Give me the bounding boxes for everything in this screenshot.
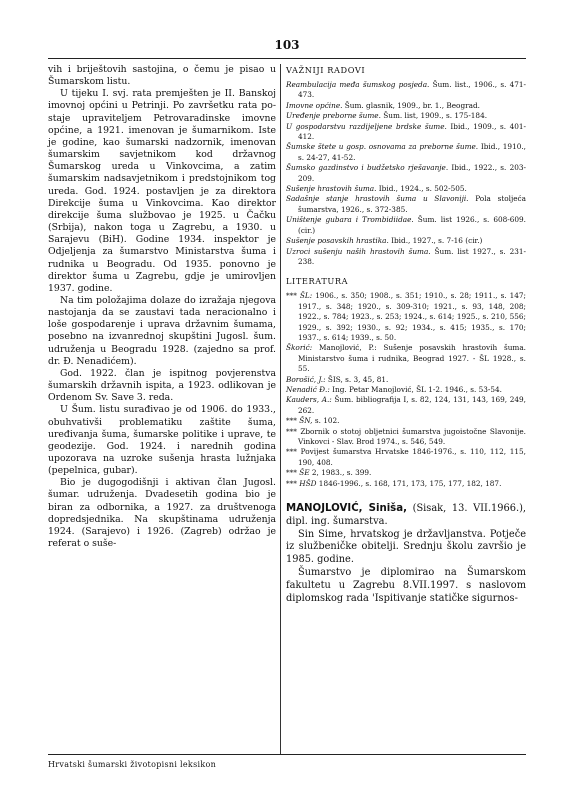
body-paragraph: U Šum. listu surađivao je od 1906. do 1933., obuhvativši problematiku zaštite šuma, uređivanja šuma, šumarske politike i uprave, te geodezije. God. 1924. i narednih godina upozorava na uzroke sušenja hrasta lužnjaka (pepelnica, gubar). [48,404,276,477]
literature-details: Manojlović, P.: Sušenje posavskih hrastovih šuma. Ministarstvo šuma i rudnika, Beograd 1927. - ŠL 1928., s. 55. [298,343,526,374]
literature-details: Ing. Petar Manojlović, ŠL 1-2. 1946., s. 53-54. [329,384,502,394]
reference-title: U gospodarstvu razdijeljene brdske šume. [286,121,447,131]
literature-item [286,447,526,468]
literature-source: *** [286,447,297,457]
reference-title: Sadašnje stanje hrastovih šuma u Slavoniji. [286,194,469,204]
literature-details: ŠIS, s. 3, 45, 81. [325,374,389,384]
reference-title: Reambulacija međa šumskog posjeda. [286,80,430,89]
entry-paragraph: Sin Sime, hrvatskog je državljanstva. Potječe iz službeničke obitelji. Srednju školu završio je 1985. godine. [286,528,526,566]
reference-item [286,111,526,121]
body-paragraph: Bio je dugogodišnji i aktivan član Jugosl. šumar. udruženja. Dvadesetih godina bio je biran za odbornika, a 1927. za društvenoga dopredsjednika. Na skupštinama udruženja 1924. (Sarajevo) i 1926. (Zagreb) održao je referat o suše- [48,477,276,550]
literature-item [286,468,526,478]
reference-title: Uzroci sušenju naših hrastovih šuma. [286,246,431,256]
reference-details: Ibid., 1927., s. 7-16 (cir.) [388,236,483,246]
reference-details: Šum. list 1927., s. 231-238. [298,246,526,266]
literature-item [286,385,526,395]
literature-details: s. 102. [312,416,340,426]
entry-birth-info: (Sisak, 13. VII.1966.), dipl. ing. šumarstva. [286,503,527,527]
literature-details: Zbornik o stotoj obljetnici šumarstva jugoistočne Slavonije. Vinkovci - Slav. Brod 1974., s. 546, 549. [296,426,526,446]
reference-title: Imovne općine. [286,100,343,110]
literature-item [286,291,526,343]
literature-source: Kauders, A.: [286,395,332,405]
reference-item [286,194,526,215]
biography-entry [286,503,526,605]
literature-source: Škorić: [286,343,313,353]
reference-title: Sušenje posavskih hrastika. [286,236,389,246]
literature-item [286,427,526,448]
literature-details: 1846-1996., s. 168, 171, 173, 175, 177, 182, 187. [316,478,502,488]
literature-source: *** ŠL: [286,291,313,301]
literature-item [286,479,526,489]
reference-item [286,236,526,246]
literature-item [286,375,526,385]
literature-source: *** ŠN, [286,416,313,426]
reference-item [286,163,526,184]
literature-item [286,395,526,416]
page-footer: Hrvatski šumarski životopisni leksikon [48,760,217,769]
literature-details: 2, 1983., s. 399. [309,468,372,478]
literature-details: 1906., s. 350; 1908., s. 351; 1910., s. 28; 1911., s. 147; 1917., s. 348; 1920., s. 309-310; 1921., s. 93, 148, 208; 1922., s. 784; 1923., s. 253; 1924., s. 614; 1925., s. 210, 556; 1929., s. 392; 1930., s. 92; 1934., s. 415; 1935., s. 170; 1937., s. 614; 1939., s. 50. [298,291,526,342]
reference-title: Šumsko gazdinstvo i budžetsko rješavanje. [286,163,449,173]
body-paragraph: vih i briještovih sastojina, o čemu je pisao u Šumarskom listu. [48,64,276,88]
literature-source: Borošić, J.: [286,374,326,384]
reference-title: Uništenje gubara i Trombidiidae. [286,215,414,225]
works-heading: VAŽNIJI RADOVI [286,65,366,75]
reference-details: Ibid., 1909., s. 401-412. [298,121,526,142]
body-paragraph: God. 1922. član je ispitnog povjerenstva šumarskih državnih ispita, a 1923. odlikovan je Ordenom Sv. Save 3. reda. [48,367,276,404]
literature-source: *** HŠD [286,478,317,488]
reference-item [286,142,526,163]
reference-item [286,184,526,194]
body-paragraph: Na tim položajima dolaze do izražaja njegova nastojanja da se zaustavi tada neracionalno i loše gospodarenje i uprava državnim šumama, posebno na izvanrednoj skupštini Jugosl. šum. udruženja u Beogradu 1928. (zajedno sa prof. dr. Đ. Nenadićem). [48,294,276,367]
column-divider [280,64,281,754]
literature-details: Šum. bibliografija I, s. 82, 124, 131, 143, 169, 249, 262. [298,395,526,415]
reference-details: Šum. list., 1906., s. 471-473. [298,80,526,100]
literature-source: *** [286,426,297,436]
page-number: 103 [274,38,300,52]
reference-details: Ibid., 1924., s. 502-505. [376,184,467,194]
reference-title: Uređenje preborne šume. [286,111,381,121]
entry-name: MANOJLOVIĆ, Siniša, [286,503,407,515]
literature-item [286,343,526,374]
literature-heading: LITERATURA [286,276,349,287]
header-rule [48,58,526,59]
reference-item [286,101,526,111]
reference-title: Šumske štete u gosp. osnovama za preborne šume. [286,142,479,152]
right-column [286,64,526,605]
reference-item [286,215,526,236]
reference-title: Sušenje hrastovih šuma. [286,184,377,194]
reference-item [286,80,526,101]
literature-details: Povijest šumarstva Hrvatske 1846-1976., s. 110, 112, 115, 190, 408. [296,447,526,467]
reference-details: Ibid., 1910., s. 24-27, 41-52. [298,142,526,162]
footer-rule [48,754,526,755]
reference-details: Pola stoljeća šumarstva, 1926., s. 372-385. [298,194,526,214]
entry-paragraph: Šumarstvo je diplomirao na Šumarskom fakultetu u Zagrebu 8.VII.1997. s naslovom diplomskog rada 'Ispitivanje statičke sigurnos- [286,567,526,604]
reference-item [286,122,526,143]
left-column [48,64,276,550]
literature-source: *** ŠE [286,468,310,478]
reference-details: Šum. list 1926., s. 608-609. (cir.) [298,215,526,235]
entry-intro [286,503,526,529]
body-paragraph: U tijeku I. svj. rata premješten je II. Banskoj imovnoj općini u Petrinji. Po završetku rata postaje upraviteljem Petrovaradinske imovne općine, a 1921. imenovan je šumarnikom. Iste je godine, kao šumarski nadzornik, imenovan šumarskim savjetnikom kod državnog Šumarskog ureda u Vinkovcima, a zatim šumarskim nadsavjetnikom i predstojnikom tog ureda. God. 1924. postavljen je za direktora Direkcije šuma u Vinkovcima. Kao direktor direkcije šuma službovao je 1925. u Čačku (Srbija), nakon toga u Zagrebu, a 1930. u Sarajevu (BiH). Godine 1934. inspektor je Odjeljenja za šumarstvo Ministarstva šuma i rudnika u Beogradu. Od 1935. ponovno je direktor šuma u Zagrebu, gdje je umirovljen 1937. godine. [48,88,276,294]
reference-details: Šum. list, 1909., s. 175-184. [380,111,488,121]
literature-item [286,416,526,426]
works-list [286,80,526,267]
reference-details: Šum. glasnik, 1909., br. 1., Beograd. [342,100,480,110]
literature-list [286,291,526,489]
reference-item [286,247,526,268]
reference-details: Ibid., 1922., s. 203-209. [298,163,526,183]
literature-source: Nenadić Đ.: [286,384,330,394]
